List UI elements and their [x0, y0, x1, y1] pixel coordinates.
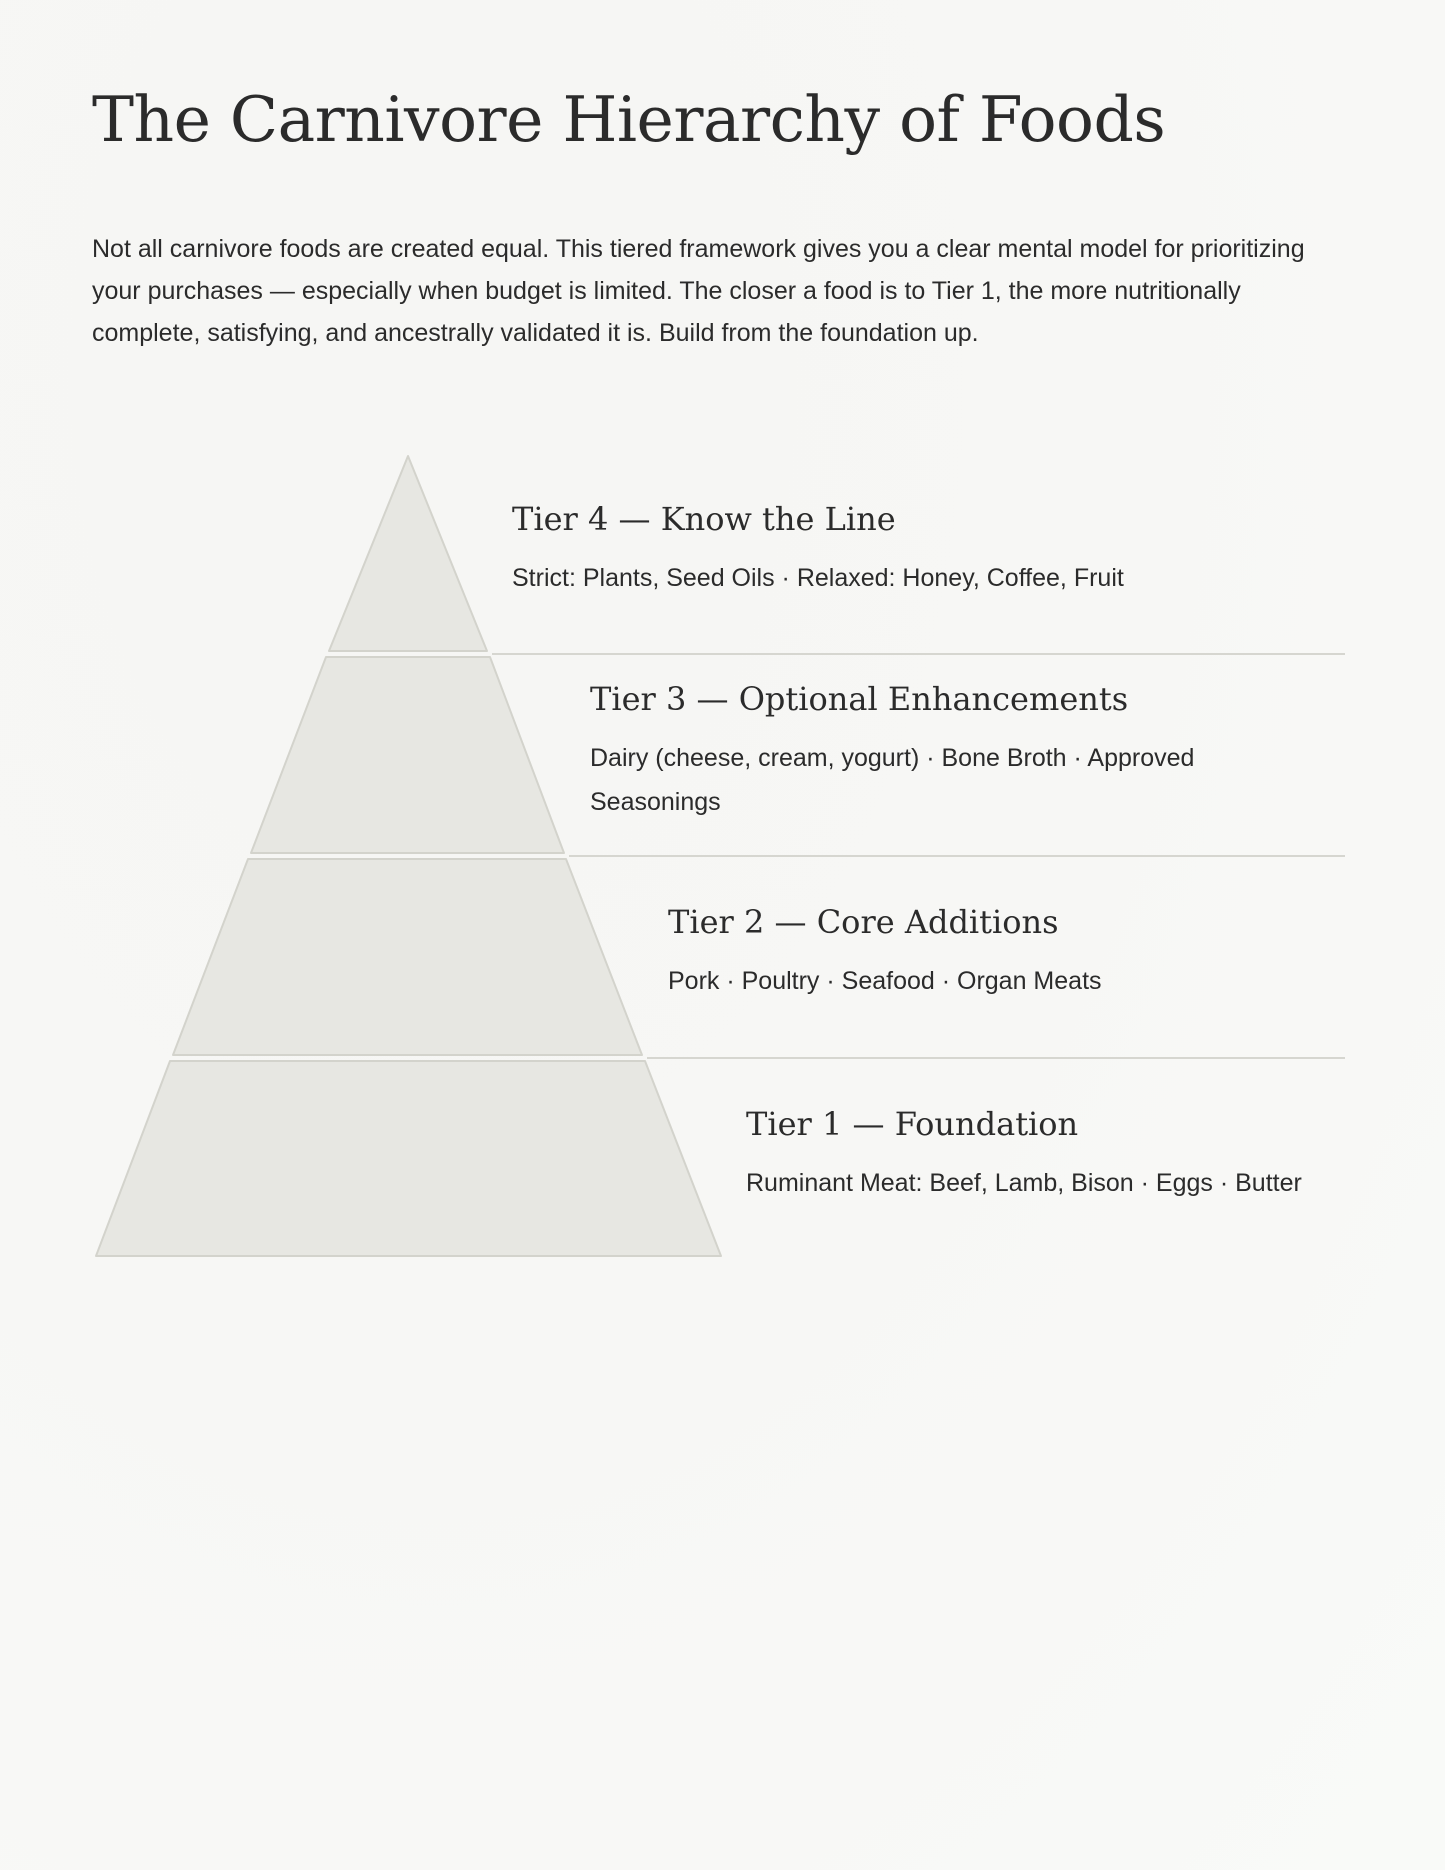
- tier-4-description: Strict: Plants, Seed Oils · Relaxed: Honey, Coffee, Fruit: [512, 564, 1124, 593]
- tier-1-description: Ruminant Meat: Beef, Lamb, Bison · Eggs · Butter: [746, 1169, 1302, 1198]
- pyramid-tier-4-shape: [329, 456, 487, 651]
- tier-1-block: [746, 1105, 1386, 1205]
- pyramid-tier-3-shape: [251, 657, 564, 853]
- page-title: The Carnivore Hierarchy of Foods: [92, 83, 1166, 156]
- tier-2-block: [668, 903, 1388, 1003]
- tier-2-title: Tier 2 — Core Additions: [668, 903, 1059, 941]
- tier-4-title: Tier 4 — Know the Line: [512, 500, 896, 538]
- tier-3-title: Tier 3 — Optional Enhancements: [590, 680, 1129, 718]
- intro-paragraph: Not all carnivore foods are created equal. This tiered framework gives you a clear mental model for prioritizing your purchases — especially when budget is limited. The closer a food is to Tier 1, the more nutritionally complete, satisfying, and ancestrally validated it is. Build from the foundation up.: [92, 235, 1305, 347]
- pyramid-tier-2-shape: [173, 859, 642, 1055]
- tier-3-description: Dairy (cheese, cream, yogurt) · Bone Broth · Approved Seasonings: [590, 744, 1195, 817]
- tier-4-block: [512, 500, 1232, 600]
- tier-2-description: Pork · Poultry · Seafood · Organ Meats: [668, 967, 1102, 996]
- tier-3-block: [590, 680, 1260, 824]
- pyramid-tier-1-shape: [96, 1061, 721, 1256]
- tier-1-title: Tier 1 — Foundation: [746, 1105, 1079, 1143]
